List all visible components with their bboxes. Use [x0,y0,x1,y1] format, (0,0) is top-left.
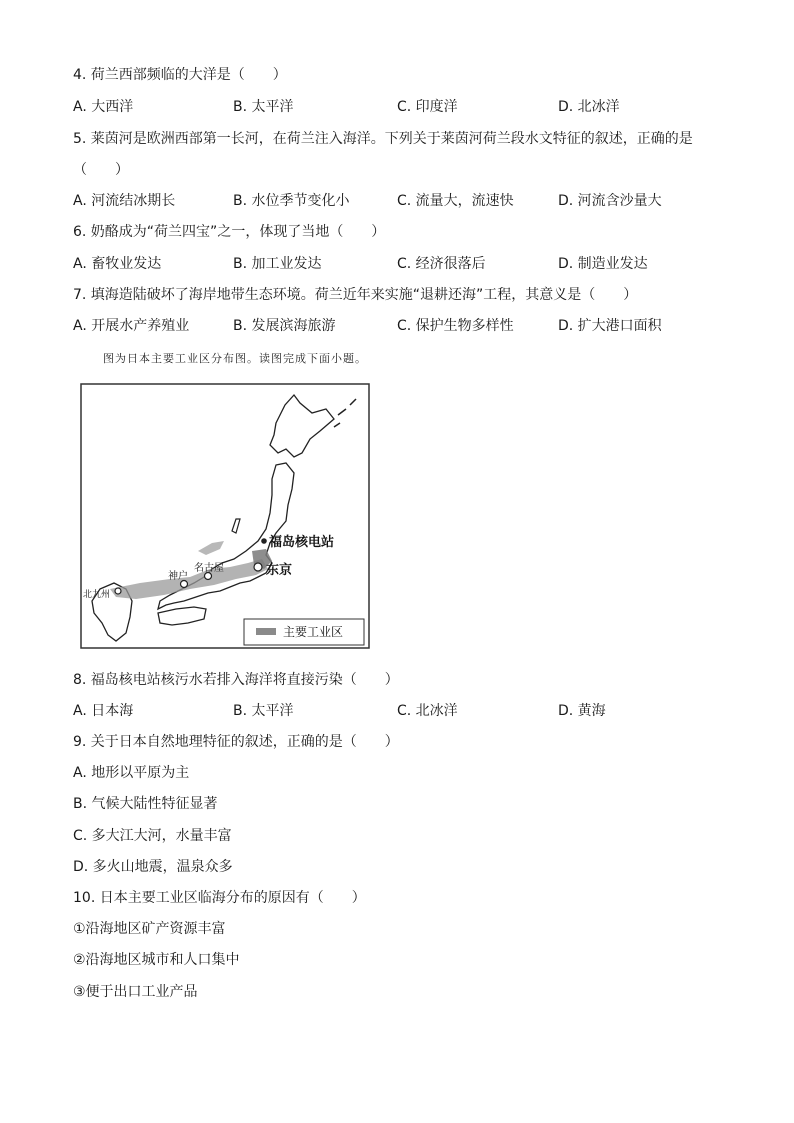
nagoya-label: 名古屋 [194,563,224,574]
question-9-option-a: A. 地形以平原为主 [73,765,190,781]
figure-caption: 图为日本主要工业区分布图。读图完成下面小题。 [103,352,367,365]
question-10-stem: 10. 日本主要工业区临海分布的原因有（ ） [73,890,366,906]
question-6-stem: 6. 奶酪成为“荷兰四宝”之一，体现了当地（ ） [73,224,386,240]
legend-label: 主要工业区 [283,625,344,639]
japan-industrial-map [80,383,370,649]
kitakyushu-label: 北九州 [83,590,111,600]
question-5-option-a: A. 河流结冰期长 [73,193,176,209]
question-7-option-b: B. 发展滨海旅游 [233,318,336,334]
question-9-stem: 9. 关于日本自然地理特征的叙述，正确的是（ ） [73,734,399,750]
question-10-item-3: ③便于出口工业产品 [73,984,198,1000]
question-5-stem-continued: （ ） [73,162,129,178]
question-4-stem: 4. 荷兰西部频临的大洋是（ ） [73,67,287,83]
kitakyushu-marker [115,588,121,594]
question-8-option-b: B. 太平洋 [233,703,294,719]
question-7-option-c: C. 保护生物多样性 [397,318,514,334]
question-6-option-a: A. 畜牧业发达 [73,256,162,272]
question-4-option-d: D. 北冰洋 [558,99,620,115]
question-4-option-b: B. 太平洋 [233,99,294,115]
fukushima-label: 福岛核电站 [269,535,335,550]
tokyo-marker [254,563,262,571]
fukushima-marker [261,538,267,544]
question-5-option-d: D. 河流含沙量大 [558,193,662,209]
legend-swatch [256,628,276,635]
question-8-option-c: C. 北冰洋 [397,703,458,719]
question-10-item-1: ①沿海地区矿产资源丰富 [73,921,226,937]
question-8-option-a: A. 日本海 [73,703,134,719]
question-8-option-d: D. 黄海 [558,703,606,719]
question-9-option-b: B. 气候大陆性特征显著 [73,796,218,812]
question-5-option-b: B. 水位季节变化小 [233,193,350,209]
question-7-option-d: D. 扩大港口面积 [558,318,662,334]
question-6-option-b: B. 加工业发达 [233,256,322,272]
question-4-option-c: C. 印度洋 [397,99,458,115]
kobe-label: 神户 [168,571,188,582]
question-7-stem: 7. 填海造陆破坏了海岸地带生态环境。荷兰近年来实施“退耕还海”工程，其意义是（ ） [73,287,638,303]
question-5-stem: 5. 莱茵河是欧洲西部第一长河，在荷兰注入海洋。下列关于莱茵河荷兰段水文特征的叙述，正确的是 [73,131,693,147]
question-5-option-c: C. 流量大，流速快 [397,193,514,209]
question-8-stem: 8. 福岛核电站核污水若排入海洋将直接污染（ ） [73,672,399,688]
tokyo-label: 东京 [266,563,293,578]
question-6-option-c: C. 经济很落后 [397,256,486,272]
question-4-option-a: A. 大西洋 [73,99,134,115]
question-6-option-d: D. 制造业发达 [558,256,648,272]
question-10-item-2: ②沿海地区城市和人口集中 [73,952,240,968]
question-9-option-c: C. 多大江大河，水量丰富 [73,828,232,844]
question-9-option-d: D. 多火山地震，温泉众多 [73,859,233,875]
question-7-option-a: A. 开展水产养殖业 [73,318,190,334]
